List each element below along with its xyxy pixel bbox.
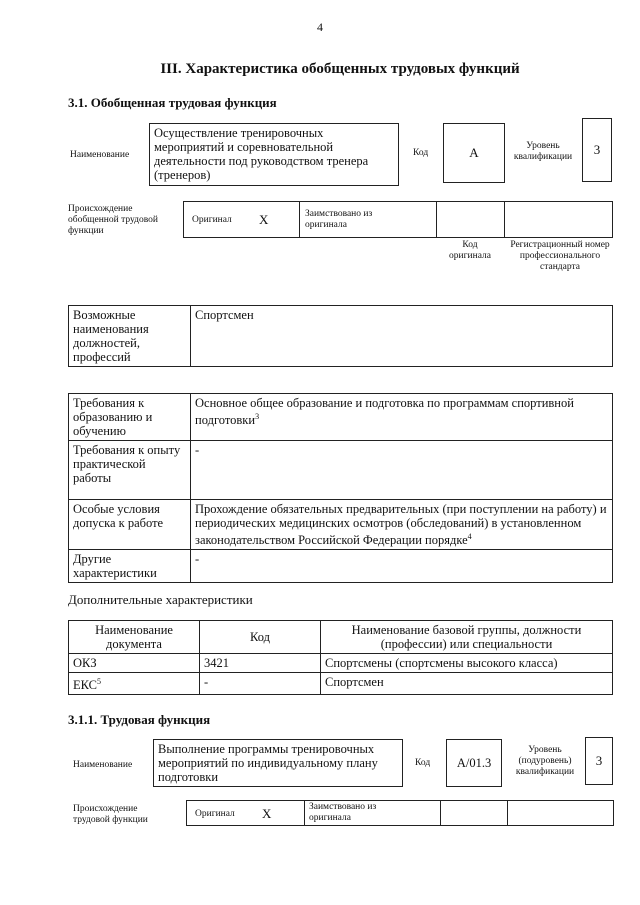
additional-header-doc: Наименование документа [69, 621, 200, 654]
req-row [69, 394, 613, 441]
additional-doc: ЕКС$^5$ [69, 673, 200, 695]
positions-label: Возможные наименования должностей, профессий [69, 306, 191, 367]
req-label: Требования к образованию и обучению [69, 394, 191, 441]
tf-heading: 3.1.1. Трудовая функция [68, 712, 211, 727]
tf-original-mark: Х [262, 806, 272, 821]
tf-level-label: Уровень (подуровень) квалификации [515, 745, 575, 777]
positions-value: Спортсмен [191, 306, 613, 367]
gtf-borrowed-label: Заимствовано из оригинала [305, 209, 373, 230]
section-title: III. Характеристика обобщенных трудовых функций [160, 61, 520, 77]
tf-name-box [153, 739, 403, 787]
gtf-reg-num-caption: Регистрационный номер профессионального стандарта [510, 240, 610, 272]
tf-code-label: Код [415, 758, 431, 768]
tf-level-value: 3 [595, 753, 603, 768]
requirements-table [68, 393, 613, 583]
additional-table [68, 620, 613, 695]
gtf-code-box [443, 123, 505, 183]
tf-origin-table [186, 800, 614, 826]
gtf-orig-code-caption: Код оригинала [449, 240, 491, 261]
additional-doc: ОКЗ [69, 654, 200, 673]
tf-code-box [446, 739, 502, 787]
table-row [69, 654, 613, 673]
table-row [69, 673, 613, 695]
tf-origin-label: Происхождение трудовой функции [73, 804, 148, 825]
gtf-level-value: 3 [593, 142, 601, 157]
gtf-code-label: Код [413, 148, 429, 158]
additional-header-code: Код [200, 621, 321, 654]
additional-heading: Дополнительные характеристики [68, 592, 253, 607]
gtf-origin-table [183, 201, 613, 238]
tf-name-label: Наименование [73, 760, 133, 770]
additional-name: Спортсмены (спортсмены высокого класса) [321, 654, 613, 673]
gtf-original-mark: Х [259, 212, 269, 227]
tf-borrowed-label: Заимствовано из оригинала [309, 802, 377, 823]
gtf-level-box [582, 118, 612, 182]
positions-table [68, 305, 613, 367]
tf-original-label: Оригинал [195, 809, 235, 819]
gtf-code-value: А [469, 145, 479, 160]
gtf-level-label: Уровень квалификации [513, 141, 573, 162]
req-label: Особые условия допуска к работе [69, 500, 191, 550]
additional-name: Спортсмен [321, 673, 613, 695]
additional-header-name: Наименование базовой группы, должности (профессии) или специальности [321, 621, 613, 654]
req-value: - [191, 441, 613, 500]
additional-code: 3421 [200, 654, 321, 673]
gtf-heading: 3.1. Обобщенная трудовая функция [68, 95, 277, 110]
gtf-original-label: Оригинал [192, 215, 232, 225]
page-number: 4 [317, 20, 323, 34]
gtf-name-box [149, 123, 399, 186]
req-value: - [191, 550, 613, 583]
req-row [69, 441, 613, 500]
req-label: Требования к опыту практической работы [69, 441, 191, 500]
req-value: Прохождение обязательных предварительных (при поступлении на работу) и периодических медицинских осмотров (обследований) в установленном законодательством Российской Федерации порядке$^4$ [191, 500, 613, 550]
gtf-origin-label: Происхождение обобщенной трудовой функции [68, 204, 158, 236]
req-row [69, 500, 613, 550]
tf-level-box [585, 737, 613, 785]
req-value: Основное общее образование и подготовка по программам спортивной подготовки$^3$ [191, 394, 613, 441]
gtf-name-label: Наименование [70, 150, 130, 160]
req-label: Другие характеристики [69, 550, 191, 583]
additional-code: - [200, 673, 321, 695]
tf-name-value: Выполнение программы тренировочных мероприятий по индивидуальному плану подготовки [158, 742, 378, 784]
gtf-name-value: Осуществление тренировочных мероприятий и соревновательной деятельности под руководством тренера (тренеров) [154, 126, 369, 182]
additional-header-row [69, 621, 613, 654]
tf-code-value: A/01.3 [456, 755, 492, 770]
req-row [69, 550, 613, 583]
